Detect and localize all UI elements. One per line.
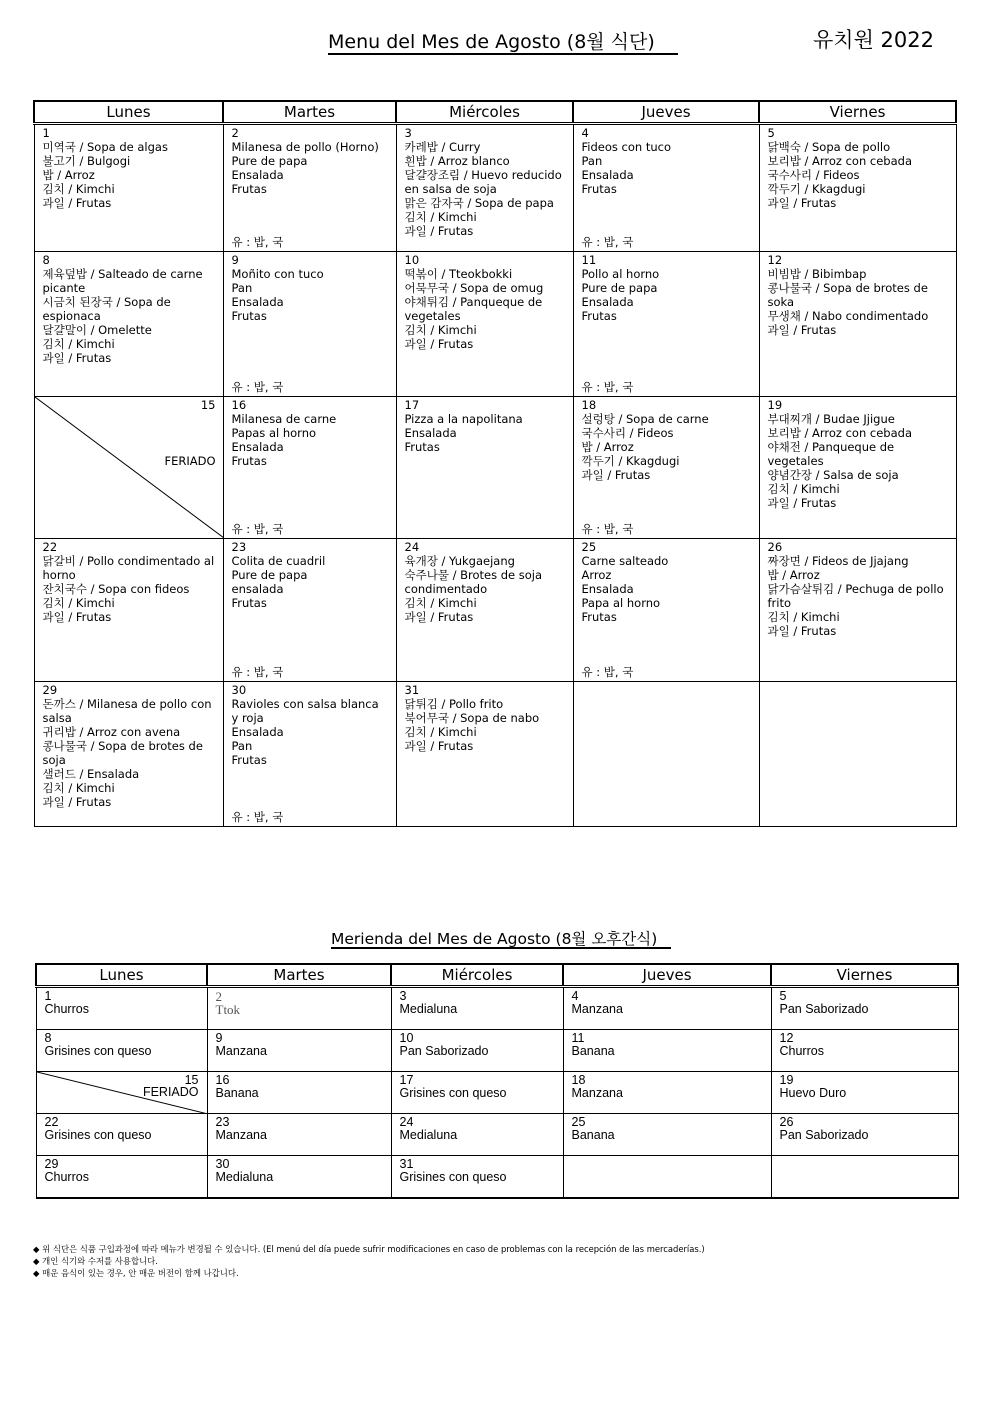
dish: 과일 / Frutas (767, 196, 837, 210)
dish: 과일 / Frutas (42, 196, 112, 210)
empty-cell (573, 682, 759, 827)
footnote: ◆ 위 식단은 식품 구입과정에 따라 메뉴가 변경될 수 있습니다. (El menú del día puede sufrir modificaciones en caso de problemas con la recepción de las mercaderías.) (33, 1244, 705, 1254)
dish: Ensalada (581, 168, 634, 182)
day-number: 10 (399, 1031, 414, 1045)
dish: Colita de cuadril (231, 554, 326, 568)
holiday-cell (34, 397, 223, 539)
dish: Frutas (581, 182, 617, 196)
snack-item: Banana (215, 1086, 259, 1100)
dish: 비빔밥 / Bibimbap (767, 267, 867, 281)
dish: Ravioles con salsa blanca y roja (231, 697, 379, 725)
snack-cell (391, 1072, 563, 1114)
snack-cell (207, 1072, 391, 1114)
snack-item: Pan Saborizado (779, 1128, 869, 1142)
snack-cell (563, 1114, 771, 1156)
dish: 야채전 / Panqueque de vegetales (767, 440, 895, 468)
lunch-menu-table (33, 100, 957, 827)
weekday-header: Viernes (771, 964, 958, 987)
dish: 닭가슴살튀김 / Pechuga de pollo frito (767, 582, 944, 610)
page-title: Menu del Mes de Agosto (8월 식단) (328, 27, 678, 55)
dish: 김치 / Kimchi (404, 596, 477, 610)
serving-note: 유 : 밥, 국 (581, 665, 634, 679)
snack-cell (36, 1030, 207, 1072)
dish: 국수사리 / Fideos (581, 426, 674, 440)
dish: 미역국 / Sopa de algas (42, 140, 168, 154)
holiday-label: FERIADO (142, 1085, 199, 1099)
footnotes (33, 1243, 705, 1279)
dish: 과일 / Frutas (404, 739, 474, 753)
dish: Frutas (231, 182, 267, 196)
day-number: 23 (215, 1115, 230, 1129)
holiday-mark (43, 398, 216, 538)
day-number: 15 (184, 1073, 199, 1087)
week-row (36, 1156, 958, 1199)
dish: 과일 / Frutas (767, 496, 837, 510)
day-number: 24 (399, 1115, 414, 1129)
weekday-header: Lunes (36, 964, 207, 987)
dish: 김치 / Kimchi (42, 337, 115, 351)
dish: 밥 / Arroz (767, 568, 820, 582)
dish: 야채튀김 / Panqueque de vegetales (404, 295, 543, 323)
dish: Pure de papa (581, 281, 658, 295)
snack-item: Pan Saborizado (779, 1002, 869, 1016)
snack-cell (563, 1030, 771, 1072)
day-number: 11 (581, 253, 597, 267)
day-number: 3 (404, 126, 412, 140)
snack-item: Grisines con queso (399, 1170, 507, 1184)
dish: 김치 / Kimchi (767, 482, 840, 496)
day-cell (34, 539, 223, 682)
day-number: 16 (215, 1073, 230, 1087)
dish: 샐러드 / Ensalada (42, 767, 140, 781)
week-row (34, 682, 956, 827)
dish: 깍두기 / Kkagdugi (581, 454, 680, 468)
dish: 콩나물국 / Sopa de brotes de soka (767, 281, 928, 309)
dish: 짜장면 / Fideos de Jjajang (767, 554, 909, 568)
dish: Pan (231, 739, 253, 753)
day-cell (223, 539, 396, 682)
dish: ensalada (231, 582, 284, 596)
day-number: 18 (571, 1073, 586, 1087)
day-number: 30 (231, 683, 247, 697)
day-number: 2 (231, 126, 239, 140)
day-number: 12 (779, 1031, 794, 1045)
dish: 맑은 감자국 / Sopa de papa (404, 196, 554, 210)
empty-cell (759, 682, 956, 827)
serving-note: 유 : 밥, 국 (581, 235, 634, 249)
dish: 부대찌개 / Budae Jjigue (767, 412, 895, 426)
day-cell (396, 682, 573, 827)
dish: Frutas (231, 309, 267, 323)
empty-cell (563, 1156, 771, 1199)
week-row (34, 252, 956, 397)
dish: 김치 / Kimchi (42, 781, 115, 795)
dish: Carne salteado (581, 554, 669, 568)
dish: 육개장 / Yukgaejang (404, 554, 515, 568)
weekday-header: Miércoles (396, 101, 573, 124)
day-cell (573, 124, 759, 252)
dish: Milanesa de carne (231, 412, 337, 426)
holiday-cell (36, 1072, 207, 1114)
day-number: 12 (767, 253, 783, 267)
dish: 콩나물국 / Sopa de brotes de soja (42, 739, 203, 767)
dish: 달걀말이 / Omelette (42, 323, 152, 337)
day-number: 18 (581, 398, 597, 412)
day-number: 25 (571, 1115, 586, 1129)
dish: Frutas (581, 309, 617, 323)
dish: Fideos con tuco (581, 140, 671, 154)
snack-item: Manzana (215, 1044, 267, 1058)
serving-note: 유 : 밥, 국 (231, 235, 284, 249)
dish: Papas al horno (231, 426, 317, 440)
weekday-header: Lunes (34, 101, 223, 124)
dish: Frutas (404, 440, 440, 454)
dish: 보리밥 / Arroz con cebada (767, 154, 913, 168)
dish: 김치 / Kimchi (404, 725, 477, 739)
snack-cell (36, 1156, 207, 1199)
dish: Frutas (581, 610, 617, 624)
day-cell (34, 682, 223, 827)
dish: 보리밥 / Arroz con cebada (767, 426, 913, 440)
day-cell (573, 252, 759, 397)
day-number: 9 (231, 253, 239, 267)
day-number: 19 (779, 1073, 794, 1087)
day-number: 23 (231, 540, 247, 554)
snack-cell (771, 1030, 958, 1072)
dish: 김치 / Kimchi (404, 323, 477, 337)
day-number: 19 (767, 398, 783, 412)
day-cell (396, 124, 573, 252)
day-number: 17 (404, 398, 420, 412)
kindergarten-brand: 유치원 2022 (813, 28, 934, 52)
dish: Pure de papa (231, 154, 308, 168)
snack-cell (207, 1030, 391, 1072)
weekday-header: Jueves (573, 101, 759, 124)
dish: Pollo al horno (581, 267, 660, 281)
snack-item: Pan Saborizado (399, 1044, 489, 1058)
day-number: 31 (404, 683, 420, 697)
snack-title: Merienda del Mes de Agosto (8월 오후간식) (331, 927, 671, 949)
day-number: 25 (581, 540, 597, 554)
day-number: 17 (399, 1073, 414, 1087)
day-number: 29 (44, 1157, 59, 1171)
dish: Frutas (231, 596, 267, 610)
dish: 달걀장조림 / Huevo reducido en salsa de soja (404, 168, 562, 196)
snack-item: Medialuna (215, 1170, 274, 1184)
dish: 김치 / Kimchi (42, 182, 115, 196)
dish: 과일 / Frutas (767, 323, 837, 337)
snack-cell (771, 987, 958, 1030)
day-cell (573, 397, 759, 539)
dish: 불고기 / Bulgogi (42, 154, 131, 168)
weekday-header: Viernes (759, 101, 956, 124)
snack-menu-table (35, 963, 959, 1199)
dish: Arroz (581, 568, 612, 582)
snack-item: Grisines con queso (44, 1044, 152, 1058)
snack-item: Manzana (571, 1002, 623, 1016)
week-row (36, 987, 958, 1030)
serving-note: 유 : 밥, 국 (231, 380, 284, 394)
dish: Moñito con tuco (231, 267, 324, 281)
dish: Pure de papa (231, 568, 308, 582)
dish: 밥 / Arroz (42, 168, 95, 182)
snack-cell (391, 1156, 563, 1199)
day-cell (573, 539, 759, 682)
week-row (34, 124, 956, 252)
week-row (36, 1114, 958, 1156)
day-number: 29 (42, 683, 58, 697)
footnote: ◆ 매운 음식이 있는 경우, 안 매운 버전이 함께 나갑니다. (33, 1268, 239, 1278)
day-number: 8 (42, 253, 50, 267)
week-row (34, 397, 956, 539)
serving-note: 유 : 밥, 국 (581, 522, 634, 536)
weekday-header: Miércoles (391, 964, 563, 987)
snack-item: Manzana (215, 1128, 267, 1142)
day-number: 3 (399, 989, 407, 1003)
day-number: 31 (399, 1157, 414, 1171)
holiday-mark (45, 1074, 199, 1113)
dish: 설렁탕 / Sopa de carne (581, 412, 709, 426)
week-row (34, 539, 956, 682)
dish: 깍두기 / Kkagdugi (767, 182, 866, 196)
dish: 닭갈비 / Pollo condimentado al horno (42, 554, 215, 582)
dish: Pan (581, 154, 603, 168)
snack-item: Grisines con queso (44, 1128, 152, 1142)
snack-cell (563, 1072, 771, 1114)
snack-cell (391, 1114, 563, 1156)
dish: Ensalada (231, 295, 284, 309)
snack-item: Manzana (571, 1086, 623, 1100)
snack-cell (207, 987, 391, 1030)
day-number: 22 (42, 540, 58, 554)
dish: Milanesa de pollo (Horno) (231, 140, 379, 154)
weekday-header-row (34, 101, 956, 124)
dish: Ensalada (404, 426, 457, 440)
dish: 김치 / Kimchi (767, 610, 840, 624)
day-number: 24 (404, 540, 420, 554)
dish: 제육덮밥 / Salteado de carne picante (42, 267, 203, 295)
dish: Ensalada (231, 168, 284, 182)
day-cell (759, 397, 956, 539)
day-cell (223, 682, 396, 827)
dish: Frutas (231, 753, 267, 767)
snack-item: Banana (571, 1128, 615, 1142)
dish: Ensalada (231, 725, 284, 739)
dish: 과일 / Frutas (42, 795, 112, 809)
week-row (36, 1072, 958, 1114)
snack-cell (391, 987, 563, 1030)
dish: Ensalada (231, 440, 284, 454)
day-cell (223, 124, 396, 252)
weekday-header: Martes (207, 964, 391, 987)
footnote: ◆ 개인 식기와 수저를 사용합니다. (33, 1256, 158, 1266)
snack-item: Huevo Duro (779, 1086, 847, 1100)
dish: 어묵무국 / Sopa de omug (404, 281, 544, 295)
dish: Ensalada (581, 582, 634, 596)
snack-cell (391, 1030, 563, 1072)
dish: 흰밥 / Arroz blanco (404, 154, 510, 168)
day-number: 26 (767, 540, 783, 554)
dish: Frutas (231, 454, 267, 468)
snack-item: Banana (571, 1044, 615, 1058)
day-cell (396, 397, 573, 539)
snack-cell (771, 1072, 958, 1114)
dish: 돈까스 / Milanesa de pollo con salsa (42, 697, 212, 725)
dish: Pan (231, 281, 253, 295)
snack-cell (771, 1114, 958, 1156)
weekday-header: Martes (223, 101, 396, 124)
day-number: 1 (42, 126, 50, 140)
day-number: 10 (404, 253, 420, 267)
snack-cell (207, 1156, 391, 1199)
day-number: 30 (215, 1157, 230, 1171)
dish: 떡볶이 / Tteokbokki (404, 267, 513, 281)
day-number: 2 (215, 989, 222, 1004)
snack-cell (36, 1114, 207, 1156)
dish: 카레밥 / Curry (404, 140, 481, 154)
dish: 과일 / Frutas (404, 337, 474, 351)
snack-item: Medialuna (399, 1002, 458, 1016)
week-row (36, 1030, 958, 1072)
dish: 무생채 / Nabo condimentado (767, 309, 929, 323)
dish: 닭튀김 / Pollo frito (404, 697, 504, 711)
dish: 숙주나물 / Brotes de soja condimentado (404, 568, 543, 596)
dish: 과일 / Frutas (404, 610, 474, 624)
day-cell (759, 124, 956, 252)
snack-item: Grisines con queso (399, 1086, 507, 1100)
snack-item: Churros (779, 1044, 824, 1058)
day-number: 26 (779, 1115, 794, 1129)
day-number: 4 (581, 126, 589, 140)
dish: 과일 / Frutas (767, 624, 837, 638)
day-number: 9 (215, 1031, 223, 1045)
day-cell (396, 252, 573, 397)
dish: 밥 / Arroz (581, 440, 634, 454)
snack-item: Churros (44, 1002, 89, 1016)
day-number: 11 (571, 1031, 585, 1045)
dish: 김치 / Kimchi (404, 210, 477, 224)
dish: 김치 / Kimchi (42, 596, 115, 610)
day-number: 5 (767, 126, 775, 140)
day-number: 22 (44, 1115, 59, 1129)
snack-cell (563, 987, 771, 1030)
serving-note: 유 : 밥, 국 (231, 522, 284, 536)
day-cell (34, 252, 223, 397)
dish: 과일 / Frutas (42, 610, 112, 624)
day-number: 5 (779, 989, 787, 1003)
dish: 시금치 된장국 / Sopa de espionaca (42, 295, 171, 323)
dish: Pizza a la napolitana (404, 412, 523, 426)
day-cell (223, 252, 396, 397)
weekday-header-row (36, 964, 958, 987)
dish: 국수사리 / Fideos (767, 168, 860, 182)
dish: 닭백숙 / Sopa de pollo (767, 140, 891, 154)
dish: 과일 / Frutas (581, 468, 651, 482)
dish: Papa al horno (581, 596, 661, 610)
day-cell (396, 539, 573, 682)
weekday-header: Jueves (563, 964, 771, 987)
empty-cell (771, 1156, 958, 1199)
day-number: 15 (200, 398, 216, 412)
day-cell (34, 124, 223, 252)
day-number: 16 (231, 398, 247, 412)
serving-note: 유 : 밥, 국 (231, 810, 284, 824)
snack-item: Ttok (215, 1002, 241, 1017)
dish: 과일 / Frutas (42, 351, 112, 365)
day-cell (759, 539, 956, 682)
serving-note: 유 : 밥, 국 (581, 380, 634, 394)
dish: 잔치국수 / Sopa con fideos (42, 582, 190, 596)
dish: 양념간장 / Salsa de soja (767, 468, 899, 482)
day-number: 8 (44, 1031, 52, 1045)
day-cell (223, 397, 396, 539)
dish: Ensalada (581, 295, 634, 309)
dish: 귀리밥 / Arroz con avena (42, 725, 181, 739)
dish: 북어무국 / Sopa de nabo (404, 711, 540, 725)
dish: 과일 / Frutas (404, 224, 474, 238)
day-cell (759, 252, 956, 397)
day-number: 4 (571, 989, 579, 1003)
snack-item: Churros (44, 1170, 89, 1184)
snack-cell (36, 987, 207, 1030)
day-number: 1 (44, 989, 52, 1003)
snack-item: Medialuna (399, 1128, 458, 1142)
snack-cell (207, 1114, 391, 1156)
serving-note: 유 : 밥, 국 (231, 665, 284, 679)
holiday-label: FERIADO (164, 454, 216, 468)
